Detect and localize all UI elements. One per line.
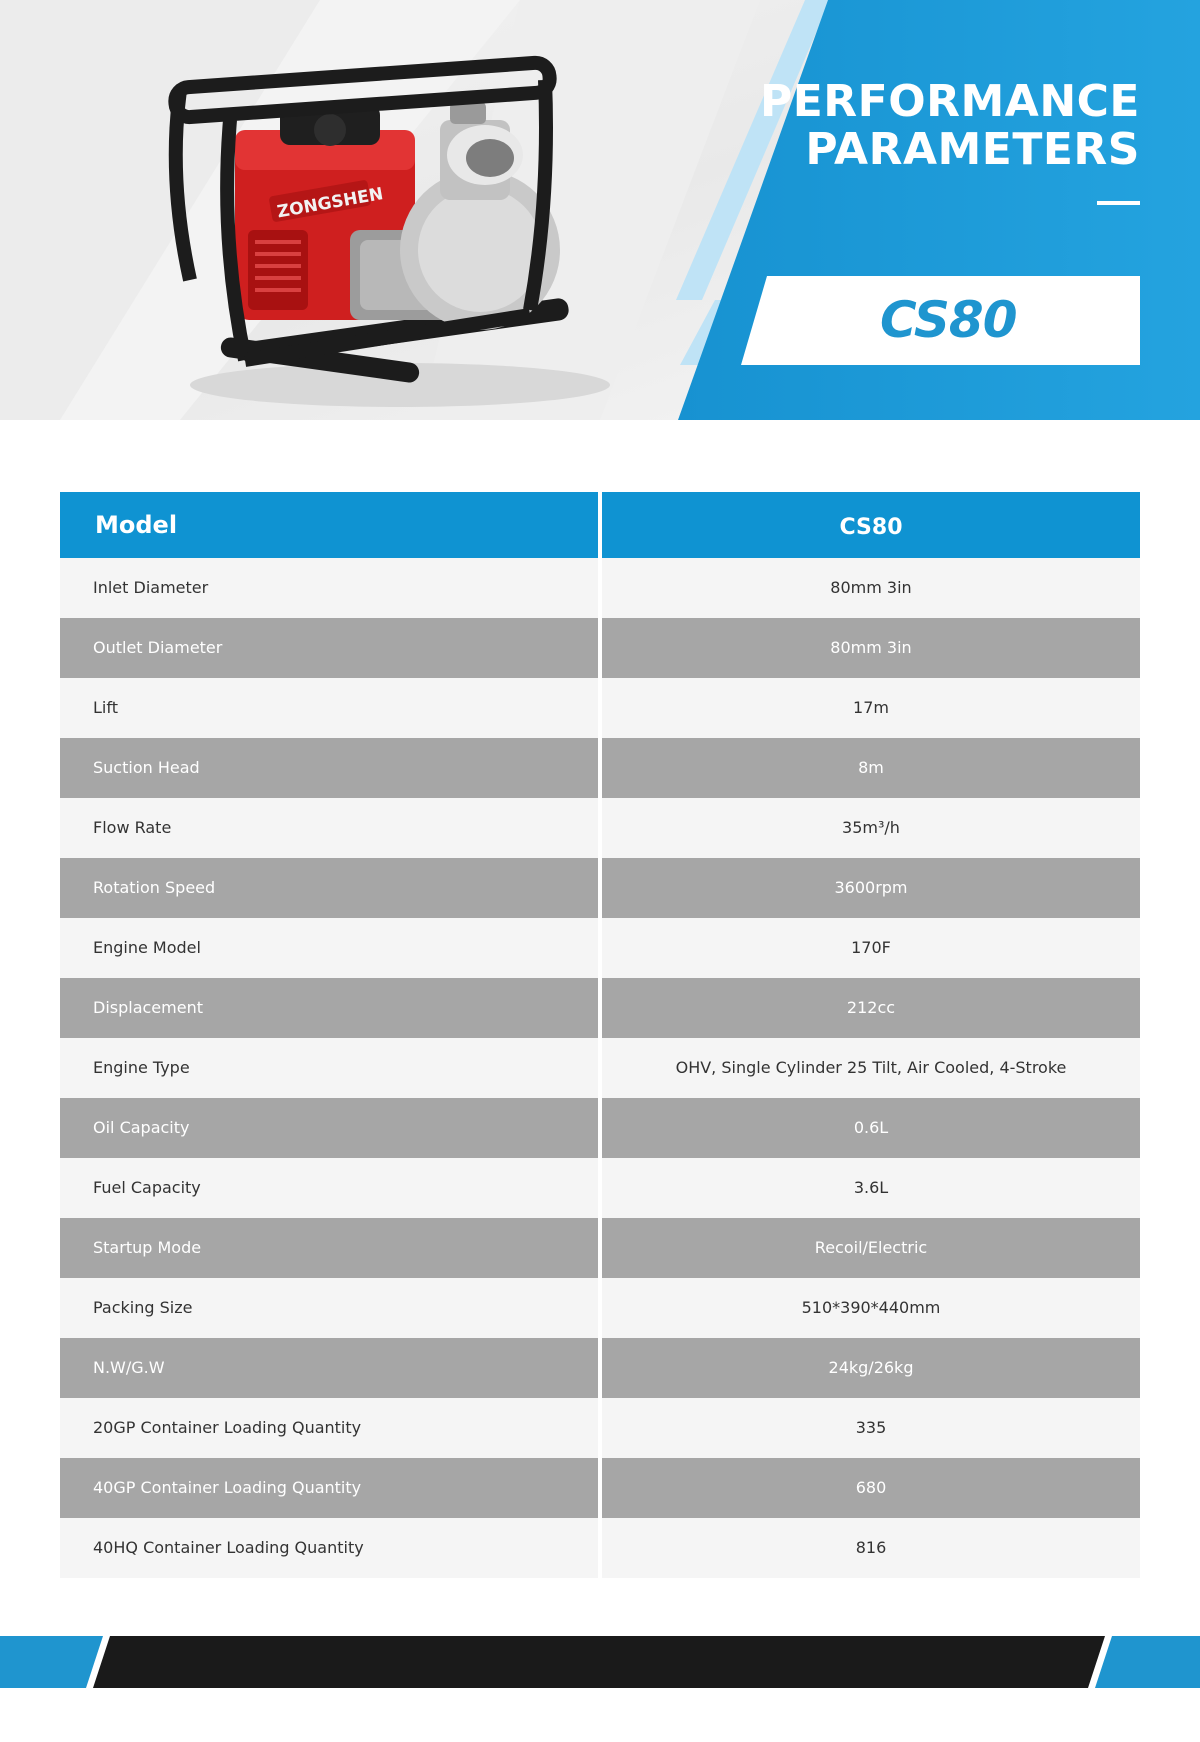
spec-label: Inlet Diameter bbox=[60, 558, 598, 618]
spec-value: 80mm 3in bbox=[602, 558, 1140, 618]
spec-label: Oil Capacity bbox=[60, 1098, 598, 1158]
spec-value: 0.6L bbox=[602, 1098, 1140, 1158]
table-row bbox=[60, 678, 1140, 738]
table-row bbox=[60, 978, 1140, 1038]
spec-value: 680 bbox=[602, 1458, 1140, 1518]
table-row bbox=[60, 918, 1140, 978]
spec-value: 8m bbox=[602, 738, 1140, 798]
spec-value: OHV, Single Cylinder 25 Tilt, Air Cooled, 4-Stroke bbox=[602, 1038, 1140, 1098]
spec-value: 212cc bbox=[602, 978, 1140, 1038]
spec-table bbox=[60, 492, 1140, 1578]
spec-value: 335 bbox=[602, 1398, 1140, 1458]
table-row bbox=[60, 1458, 1140, 1518]
spec-label: Flow Rate bbox=[60, 798, 598, 858]
table-row bbox=[60, 1398, 1140, 1458]
spec-label: Displacement bbox=[60, 978, 598, 1038]
spec-value: 35m³/h bbox=[602, 798, 1140, 858]
table-row bbox=[60, 558, 1140, 618]
page-title bbox=[760, 78, 1140, 174]
hero-banner bbox=[0, 0, 1200, 420]
page-title-line1: PERFORMANCE bbox=[759, 76, 1140, 127]
spec-value: 170F bbox=[602, 918, 1140, 978]
spec-label: Outlet Diameter bbox=[60, 618, 598, 678]
table-row bbox=[60, 1278, 1140, 1338]
spec-value: 24kg/26kg bbox=[602, 1338, 1140, 1398]
spec-value: 816 bbox=[602, 1518, 1140, 1578]
spec-label: 20GP Container Loading Quantity bbox=[60, 1398, 598, 1458]
spec-label: Engine Model bbox=[60, 918, 598, 978]
spec-value: 17m bbox=[602, 678, 1140, 738]
spec-value: 3.6L bbox=[602, 1158, 1140, 1218]
spec-table-body bbox=[60, 558, 1140, 1578]
spec-label: Packing Size bbox=[60, 1278, 598, 1338]
spec-label: 40GP Container Loading Quantity bbox=[60, 1458, 598, 1518]
model-badge: CS80 bbox=[880, 291, 1017, 349]
table-row bbox=[60, 618, 1140, 678]
spec-value: 510*390*440mm bbox=[602, 1278, 1140, 1338]
table-row bbox=[60, 1098, 1140, 1158]
spec-label: N.W/G.W bbox=[60, 1338, 598, 1398]
spec-label: Fuel Capacity bbox=[60, 1158, 598, 1218]
spec-label: Rotation Speed bbox=[60, 858, 598, 918]
header-model: CS80 bbox=[602, 492, 1140, 558]
table-row bbox=[60, 798, 1140, 858]
spec-label: Startup Mode bbox=[60, 1218, 598, 1278]
spec-label: 40HQ Container Loading Quantity bbox=[60, 1518, 598, 1578]
spec-table-header bbox=[60, 492, 1140, 558]
footer-band bbox=[0, 1636, 1200, 1688]
spec-value: Recoil/Electric bbox=[602, 1218, 1140, 1278]
table-row bbox=[60, 1038, 1140, 1098]
page-title-line2: PARAMETERS bbox=[805, 124, 1140, 175]
spec-value: 80mm 3in bbox=[602, 618, 1140, 678]
svg-text:ZONGSHEN: ZONGSHEN bbox=[275, 184, 385, 223]
table-row bbox=[60, 738, 1140, 798]
spec-label: Engine Type bbox=[60, 1038, 598, 1098]
spec-label: Suction Head bbox=[60, 738, 598, 798]
table-row bbox=[60, 1338, 1140, 1398]
title-underline bbox=[1097, 201, 1140, 205]
table-row bbox=[60, 1518, 1140, 1578]
spec-label: Lift bbox=[60, 678, 598, 738]
spec-value: 3600rpm bbox=[602, 858, 1140, 918]
table-row bbox=[60, 858, 1140, 918]
table-row bbox=[60, 1218, 1140, 1278]
header-label: Model bbox=[60, 492, 598, 558]
water-pump-image bbox=[150, 20, 630, 420]
table-row bbox=[60, 1158, 1140, 1218]
